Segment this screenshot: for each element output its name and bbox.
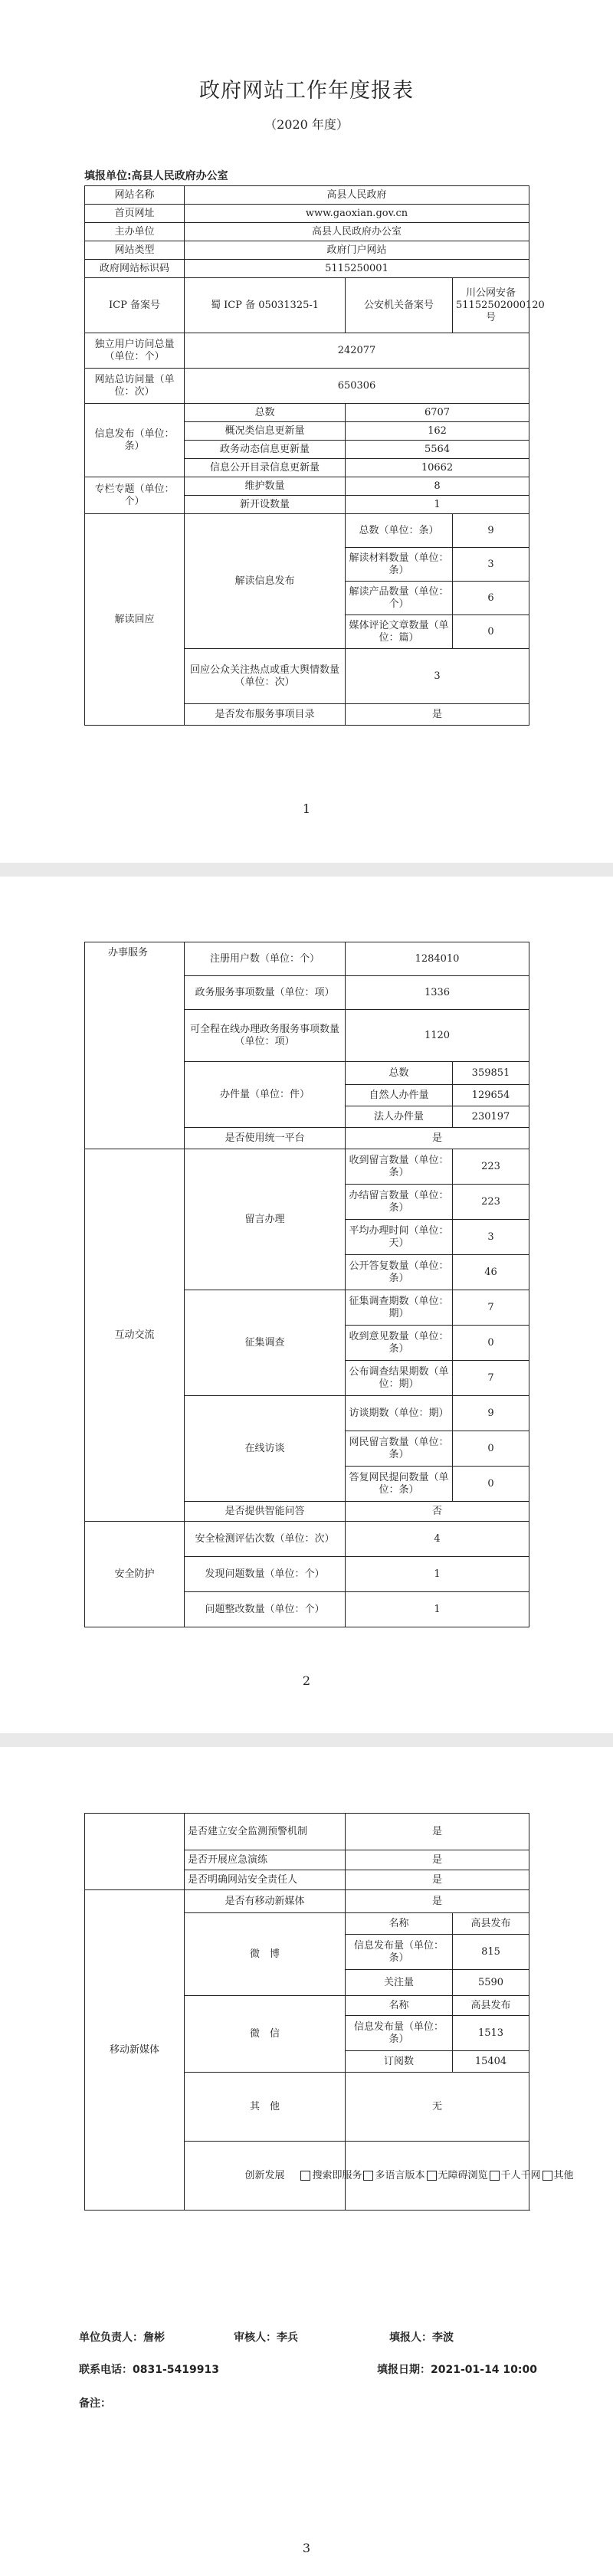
value-zj-yj: 0 (453, 1326, 529, 1361)
label-hd: 互动交流 (85, 1149, 185, 1522)
label-aq-fx: 发现问题数量（单位：个） (185, 1557, 346, 1592)
label-aq: 安全防护 (85, 1522, 185, 1627)
value-reg: 1284010 (346, 942, 529, 976)
option-cx-1: 多语言版本 (375, 2169, 425, 2181)
label-zj-qs: 征集调查期数（单位：期） (346, 1290, 453, 1326)
label-ly-bj: 办结留言数量（单位：条） (346, 1185, 453, 1220)
label-bj-total: 总数 (346, 1062, 453, 1085)
value-wx-name: 高县发布 (453, 1996, 529, 2016)
label-bj-zr: 自然人办件量 (346, 1085, 453, 1106)
label-wx: 微 信 (185, 1996, 346, 2073)
label-bs: 办事服务 (85, 942, 185, 1149)
value-wb-fb: 815 (453, 1935, 529, 1970)
label-zt-xk: 新开设数量 (185, 496, 346, 514)
page-number: 3 (302, 2541, 311, 2555)
value-tyy: 是 (346, 1128, 529, 1149)
contact-phone (79, 2361, 219, 2377)
label-uv: 独立用户访问总量（单位：个） (85, 333, 185, 369)
value-yl: 是 (346, 1850, 529, 1870)
value-icp: 蜀 ICP 备 05031325-1 (185, 278, 346, 333)
value-shr: 李兵 (277, 2332, 298, 2344)
label-tyy: 是否使用统一平台 (185, 1128, 346, 1149)
value-aq-jc: 4 (346, 1522, 529, 1557)
label-ydm: 是否有移动新媒体 (185, 1890, 346, 1913)
label-info: 信息发布（单位：条） (85, 404, 185, 477)
value-info-total: 6707 (346, 404, 529, 422)
value-wb-name: 高县发布 (453, 1913, 529, 1935)
label-ft-df: 答复网民提问数量（单位：条） (346, 1467, 453, 1502)
option-cx-2: 无障碍浏览 (438, 2169, 488, 2181)
value-code: 5115250001 (185, 260, 529, 278)
value-site-name: 高县人民政府 (185, 186, 529, 205)
value-tel: 0831-5419913 (133, 2364, 219, 2376)
value-zt-wh: 8 (346, 477, 529, 496)
report-title: 政府网站工作年度报表 (199, 79, 414, 103)
value-sx: 是 (346, 704, 529, 726)
label-wx-fb: 信息发布量（单位：条） (346, 2016, 453, 2051)
checkbox-cx-4[interactable] (543, 2171, 552, 2181)
checkbox-cx-3[interactable] (490, 2171, 500, 2181)
label-ly-gk: 公开答复数量（单位：条） (346, 1255, 453, 1290)
value-jd-cp: 6 (453, 582, 529, 615)
label-zj-yj: 收到意见数量（单位：条） (346, 1326, 453, 1361)
label-ft: 在线访谈 (185, 1396, 346, 1502)
label-date: 填报日期： (377, 2364, 431, 2376)
value-zr: 是 (346, 1870, 529, 1890)
label-reg: 注册用户数（单位：个） (185, 942, 346, 976)
value-ft-wy: 0 (453, 1431, 529, 1467)
option-cx-4: 其他 (553, 2169, 574, 2181)
page-2 (0, 877, 613, 1733)
value-host: 高县人民政府办公室 (185, 223, 529, 241)
value-hy: 3 (346, 649, 529, 704)
value-zj-qs: 7 (453, 1290, 529, 1326)
label-wb: 微 博 (185, 1913, 346, 1996)
signer-reviewer (234, 2329, 298, 2345)
value-ly-gk: 46 (453, 1255, 529, 1290)
value-jd-mt: 0 (453, 615, 529, 649)
label-info-total: 总数 (185, 404, 346, 422)
label-police: 公安机关备案号 (346, 278, 453, 333)
label-ly-sd: 收到留言数量（单位：条） (346, 1149, 453, 1185)
label-jd-mt: 媒体评论文章数量（单位：篇） (346, 615, 453, 649)
label-shr: 审核人： (234, 2332, 277, 2344)
label-wb-gz: 关注量 (346, 1970, 453, 1996)
option-cx-3: 千人千网 (500, 2169, 541, 2181)
label-code: 政府网站标识码 (85, 260, 185, 278)
value-wx-fb: 1513 (453, 2016, 529, 2051)
label-hy: 回应公众关注热点或重大舆情数量（单位：次） (185, 649, 346, 704)
value-ft-qs: 9 (453, 1396, 529, 1431)
option-cx-0: 搜索即服务 (312, 2169, 362, 2181)
label-type: 网站类型 (85, 241, 185, 260)
value-jd-cl: 3 (453, 548, 529, 582)
label-jdfb: 解读信息发布 (185, 514, 346, 649)
value-ly-pj: 3 (453, 1220, 529, 1255)
label-pv: 网站总访问量（单位：次） (85, 369, 185, 404)
label-bj: 办件量（单位：件） (185, 1062, 346, 1128)
label-zn: 是否提供智能问答 (185, 1502, 346, 1522)
label-fzr: 单位负责人： (79, 2332, 143, 2344)
value-ft-df: 0 (453, 1467, 529, 1502)
value-info-zw: 5564 (346, 441, 529, 459)
value-tbr: 李波 (432, 2332, 454, 2344)
value-yj: 是 (346, 1814, 529, 1850)
label-zt-wh: 维护数量 (185, 477, 346, 496)
label-info-ml: 信息公开目录信息更新量 (185, 459, 346, 477)
value-type: 政府门户网站 (185, 241, 529, 260)
label-aq-jc: 安全检测评估次数（单位：次） (185, 1522, 346, 1557)
value-info-gk: 162 (346, 422, 529, 441)
label-tbr: 填报人： (389, 2332, 432, 2344)
checkbox-cx-0[interactable] (300, 2171, 310, 2181)
value-bj-fr: 230197 (453, 1106, 529, 1128)
value-date: 2021-01-14 10:00 (431, 2364, 537, 2376)
label-zj-jg: 公布调查结果期数（单位：期） (346, 1361, 453, 1396)
label-bj-fr: 法人办件量 (346, 1106, 453, 1128)
value-ly-bj: 223 (453, 1185, 529, 1220)
signer-unit-head (79, 2329, 165, 2345)
table-page-1 (84, 185, 545, 726)
page-number: 1 (302, 801, 311, 816)
report-year: （2020 年度） (264, 117, 349, 132)
fill-date (377, 2361, 537, 2377)
value-qt: 无 (346, 2073, 529, 2142)
value-zj-jg: 7 (453, 1361, 529, 1396)
label-fw: 政务服务事项数量（单位：项） (185, 976, 346, 1010)
label-ly-pj: 平均办理时间（单位：天） (346, 1220, 453, 1255)
value-fzr: 詹彬 (143, 2332, 165, 2344)
table-page-2 (84, 942, 529, 1627)
value-jd-total: 9 (453, 514, 529, 548)
value-bj-total: 359851 (453, 1062, 529, 1085)
page-1 (0, 0, 613, 863)
label-jd-total: 总数（单位：条） (346, 514, 453, 548)
value-police: 川公网安备 51152502000120 号 (453, 278, 529, 333)
value-wx-dy: 15404 (453, 2051, 529, 2073)
label-ft-wy: 网民留言数量（单位：条） (346, 1431, 453, 1467)
label-ft-qs: 访谈期数（单位：期） (346, 1396, 453, 1431)
label-host: 主办单位 (85, 223, 185, 241)
label-jd-cp: 解读产品数量（单位：个） (346, 582, 453, 615)
signer-filler (389, 2329, 454, 2345)
value-zt-xk: 1 (346, 496, 529, 514)
label-aq-zg: 问题整改数量（单位：个） (185, 1592, 346, 1627)
label-ly: 留言办理 (185, 1149, 346, 1290)
value-wb-gz: 5590 (453, 1970, 529, 1996)
remarks: 备注： (79, 2397, 111, 2410)
value-ydm: 是 (346, 1890, 529, 1913)
checkbox-cx-2[interactable] (427, 2171, 437, 2181)
label-yj: 是否建立安全监测预警机制 (185, 1814, 346, 1850)
value-zx: 1120 (346, 1010, 529, 1062)
label-wb-name: 名称 (346, 1913, 453, 1935)
value-bj-zr: 129654 (453, 1085, 529, 1106)
label-info-zw: 政务动态信息更新量 (185, 441, 346, 459)
label-wx-dy: 订阅数 (346, 2051, 453, 2073)
label-cx: 创新发展 (185, 2142, 346, 2211)
label-sx: 是否发布服务事项目录 (185, 704, 346, 726)
label-home: 首页网址 (85, 205, 185, 223)
value-ly-sd: 223 (453, 1149, 529, 1185)
checkbox-cx-1[interactable] (363, 2171, 373, 2181)
label-zj: 征集调查 (185, 1290, 346, 1396)
label-icp: ICP 备案号 (85, 278, 185, 333)
value-aq-zg: 1 (346, 1592, 529, 1627)
label-wb-fb: 信息发布量（单位：条） (346, 1935, 453, 1970)
label-wx-name: 名称 (346, 1996, 453, 2016)
label-zt: 专栏专题（单位：个） (85, 477, 185, 514)
label-yl: 是否开展应急演练 (185, 1850, 346, 1870)
value-info-ml: 10662 (346, 459, 529, 477)
label-jd: 解读回应 (85, 514, 185, 726)
filler-unit: 填报单位:高县人民政府办公室 (84, 170, 228, 182)
page-3 (0, 1747, 613, 2576)
page-number: 2 (302, 1673, 311, 1688)
value-aq-fx: 1 (346, 1557, 529, 1592)
value-uv: 242077 (185, 333, 529, 369)
label-yd: 移动新媒体 (85, 1890, 185, 2211)
label-aq-cont (85, 1814, 185, 1890)
value-home: www.gaoxian.gov.cn (185, 205, 529, 223)
value-fw: 1336 (346, 976, 529, 1010)
value-zn: 否 (346, 1502, 529, 1522)
label-site-name: 网站名称 (85, 186, 185, 205)
label-zr: 是否明确网站安全责任人 (185, 1870, 346, 1890)
innovation-options (312, 2142, 574, 2211)
table-page-3 (84, 1813, 574, 2211)
label-info-gk: 概况类信息更新量 (185, 422, 346, 441)
value-pv: 650306 (185, 369, 529, 404)
label-qt: 其 他 (185, 2073, 346, 2142)
label-zx: 可全程在线办理政务服务事项数量（单位：项） (185, 1010, 346, 1062)
label-tel: 联系电话： (79, 2364, 133, 2376)
label-jd-cl: 解读材料数量（单位：条） (346, 548, 453, 582)
